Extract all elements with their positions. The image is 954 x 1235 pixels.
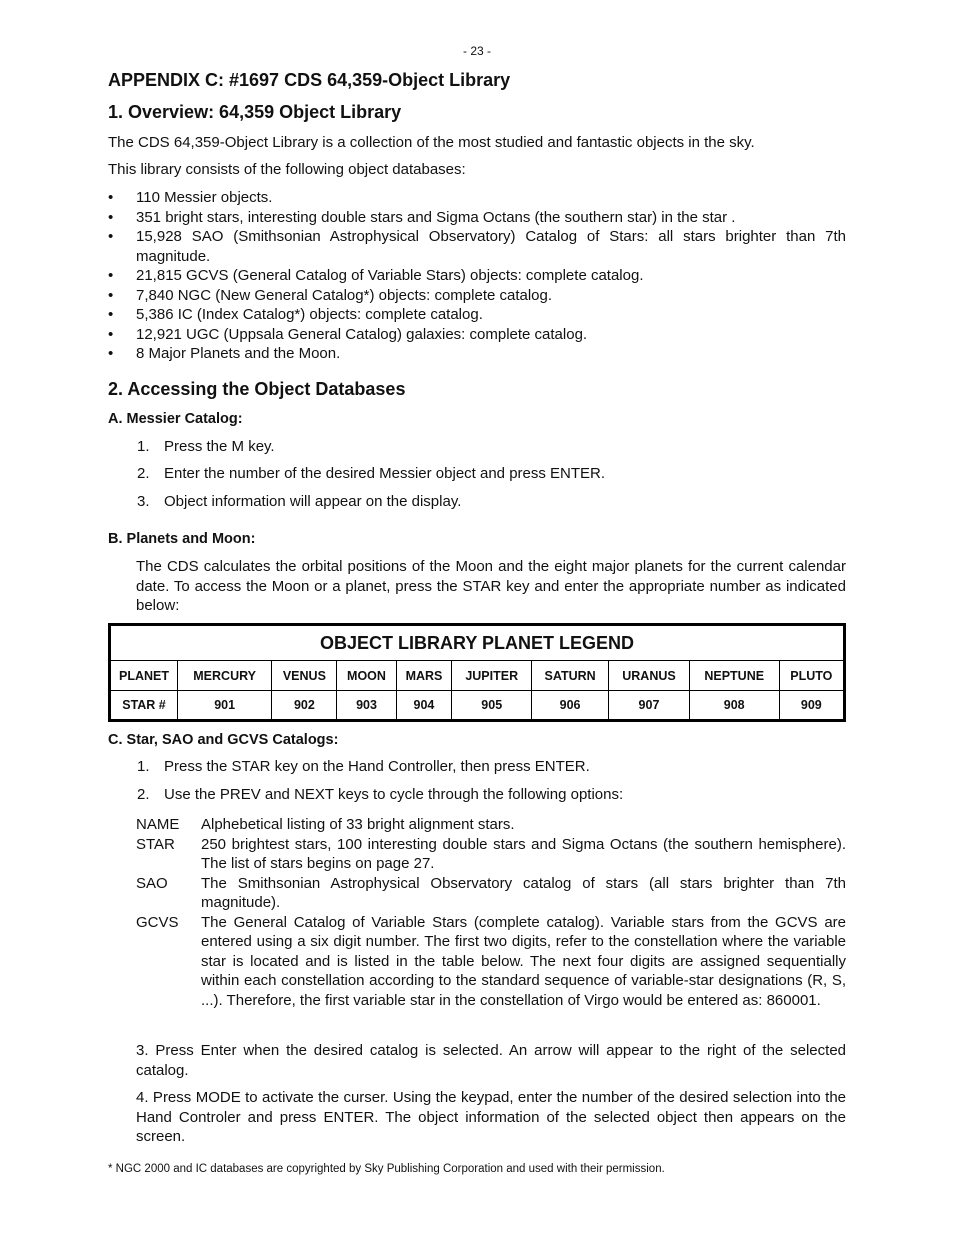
overview-heading: 1. Overview: 64,359 Object Library [108,102,402,122]
table-cell: JUPITER [452,661,532,691]
messier-heading: A. Messier Catalog: [108,411,243,427]
messier-step [137,465,605,482]
catalog-option [136,835,846,874]
planets-heading: B. Planets and Moon: [108,531,256,547]
table-cell: MARS [396,661,452,691]
table-cell: 904 [396,691,452,721]
catalog-desc: The Smithsonian Astrophysical Observatory catalog of stars (all stars brighter than 7th magnitude). [201,874,846,911]
table-row [110,691,845,721]
planet-legend-table [108,623,846,722]
catalog-desc: Alphebetical listing of 33 bright alignment stars. [201,816,515,833]
catalog-option [136,815,846,835]
overview-consists: This library consists of the following object databases: [108,161,466,178]
table-cell: MERCURY [178,661,272,691]
step-text: Enter the number of the desired Messier object and press ENTER. [164,465,606,482]
catalog-key: SAO [136,874,168,892]
overview-intro: The CDS 64,359-Object Library is a collection of the most studied and fantastic objects in the sky. [108,134,755,151]
table-cell: SATURN [532,661,609,691]
catalog-desc: 250 brightest stars, 100 interesting double stars and Sigma Octans (the southern hemisphere). The list of stars begins on page 27. [201,835,846,872]
step4-paragraph: 4. Press MODE to activate the curser. Using the keypad, enter the number of the desired selection into the Hand Controler and press ENTER. The object information of the selected object then appears on the screen. [136,1089,846,1145]
database-list [108,188,846,364]
step-text: Use the PREV and NEXT keys to cycle through the following options: [164,786,624,803]
table-cell: VENUS [272,661,337,691]
table-cell: MOON [337,661,396,691]
catalogs-step [137,786,623,803]
messier-step [137,493,461,510]
catalogs-step [137,758,590,775]
catalog-key: GCVS [136,913,179,931]
planets-paragraph: The CDS calculates the orbital positions of the Moon and the eight major planets for the current calendar date. To access the Moon or a planet, press the STAR key and enter the appropriate number as indicated below: [136,558,846,614]
step3-paragraph: 3. Press Enter when the desired catalog is selected. An arrow will appear to the right of the selected catalog. [136,1042,846,1079]
legend-title: OBJECT LIBRARY PLANET LEGEND [110,625,845,661]
footnote: * NGC 2000 and IC databases are copyrighted by Sky Publishing Corporation and used with their permission. [108,1163,665,1175]
step-number: 2. [137,786,150,803]
step-text: Object information will appear on the display. [164,493,462,510]
list-item: • 21,815 GCVS (General Catalog of Variable Stars) objects: complete catalog. [108,266,846,286]
table-cell: PLUTO [779,661,844,691]
step-text: Press the STAR key on the Hand Controller, then press ENTER. [164,758,590,775]
table-row [110,661,845,691]
list-item: • 7,840 NGC (New General Catalog*) objects: complete catalog. [108,286,846,306]
table-cell: URANUS [609,661,690,691]
list-item: • 351 bright stars, interesting double stars and Sigma Octans (the southern star) in the star . [108,208,846,228]
table-cell: 909 [779,691,844,721]
messier-step [137,438,275,455]
catalog-options [136,815,846,1010]
table-cell: 901 [178,691,272,721]
list-item: • 15,928 SAO (Smithsonian Astrophysical Observatory) Catalog of Stars: all stars brighter than 7th magnitude. [108,227,846,266]
table-cell: 907 [609,691,690,721]
list-item: • 110 Messier objects. [108,188,846,208]
list-item: • 5,386 IC (Index Catalog*) objects: complete catalog. [108,305,846,325]
table-cell: NEPTUNE [689,661,779,691]
appendix-title: APPENDIX C: #1697 CDS 64,359-Object Library [108,70,511,90]
list-item: • 12,921 UGC (Uppsala General Catalog) galaxies: complete catalog. [108,325,846,345]
accessing-heading: 2. Accessing the Object Databases [108,379,406,399]
catalog-desc: The General Catalog of Variable Stars (complete catalog). Variable stars from the GCVS are entered using a six digit number. The first two digits, refer to the constellation where the variable star is located and is listed in the table below. The next four digits are assigned sequentially within each constellation according to the standard sequence of variable-star designations (R, S, ...). Therefore, the first variable star in the constellation of Virgo would be entered as: 860001. [201,913,846,1009]
step-text: Press the M key. [164,438,275,455]
table-cell: 903 [337,691,396,721]
catalog-option [136,913,846,1011]
page-number: - 23 - [462,44,491,58]
row-label: STAR # [110,691,178,721]
catalog-option [136,874,846,913]
row-label: PLANET [110,661,178,691]
table-cell: 906 [532,691,609,721]
table-cell: 905 [452,691,532,721]
table-cell: 908 [689,691,779,721]
step-number: 1. [137,758,150,775]
step-number: 1. [137,438,150,455]
step-number: 2. [137,465,150,482]
catalogs-heading: C. Star, SAO and GCVS Catalogs: [108,732,339,748]
table-cell: 902 [272,691,337,721]
catalog-key: NAME [136,816,180,833]
catalog-key: STAR [136,835,175,853]
list-item: • 8 Major Planets and the Moon. [108,344,846,364]
step-number: 3. [137,493,150,510]
